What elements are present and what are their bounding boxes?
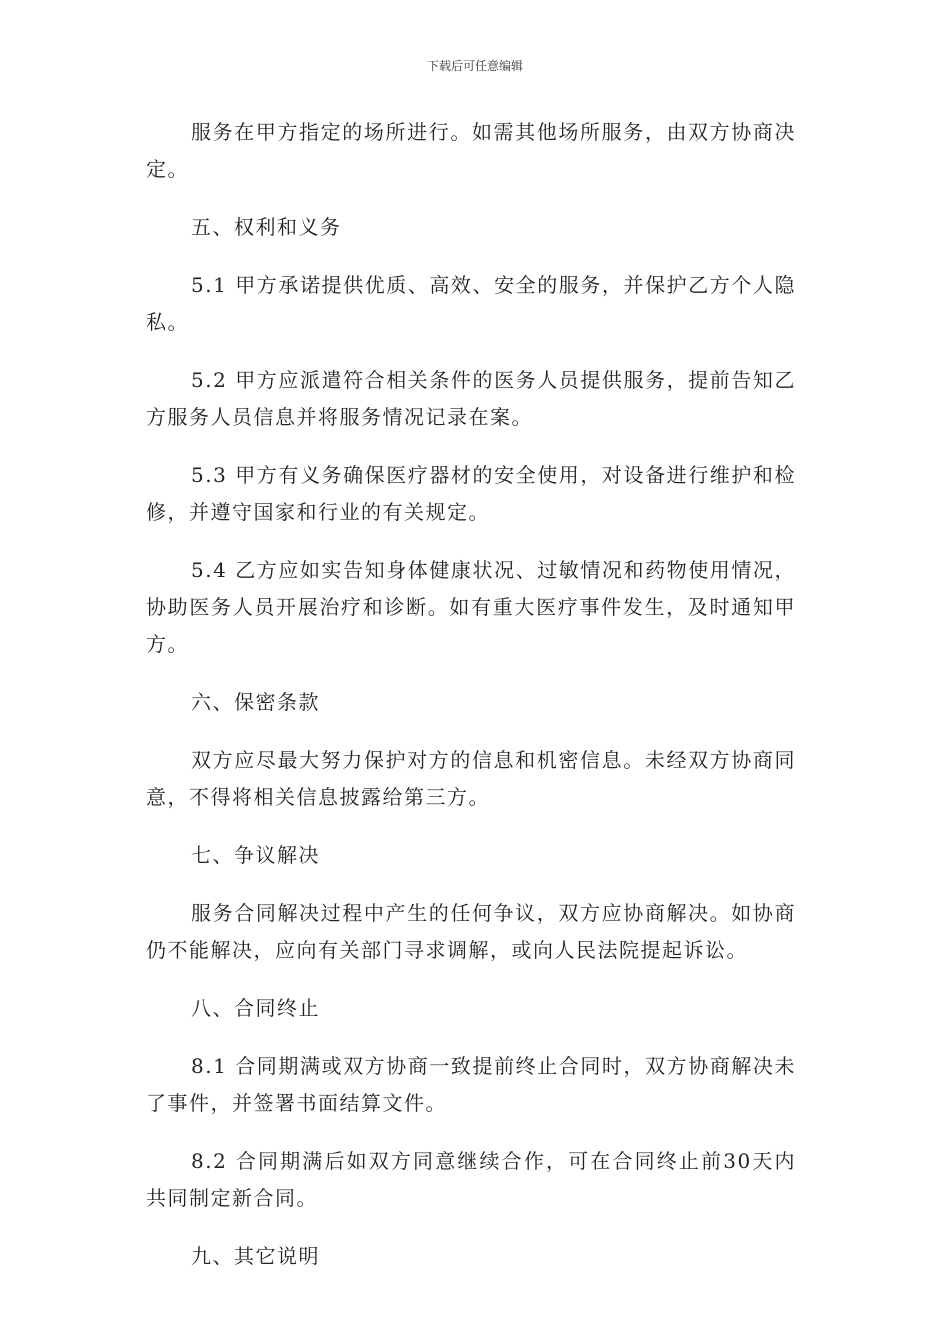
section-heading-dispute-resolution: 七、争议解决 (191, 843, 320, 867)
clause-5-4: 5.4 乙方应如实告知身体健康状况、过敏情况和药物使用情况，协助医务人员开展治疗和诊断。如有重大医疗事件发生，及时通知甲方。 (146, 558, 796, 656)
clause-5-3: 5.3 甲方有义务确保医疗器材的安全使用，对设备进行维护和检修，并遵守国家和行业的有关规定。 (146, 463, 796, 524)
clause-8-1: 8.1 合同期满或双方协商一致提前终止合同时，双方协商解决未了事件，并签署书面结算文件。 (146, 1054, 796, 1115)
section-heading-other-notes: 九、其它说明 (191, 1244, 320, 1268)
page-header-note: 下载后可任意编辑 (426, 59, 523, 73)
clause-8-2: 8.2 合同期满后如双方同意继续合作，可在合同终止前30天内共同制定新合同。 (146, 1149, 796, 1210)
clause-5-1: 5.1 甲方承诺提供优质、高效、安全的服务，并保护乙方个人隐私。 (146, 273, 796, 334)
section-heading-termination: 八、合同终止 (191, 996, 320, 1020)
paragraph-dispute-resolution: 服务合同解决过程中产生的任何争议，双方应协商解决。如协商仍不能解决，应向有关部门寻求调解，或向人民法院提起诉讼。 (146, 901, 796, 962)
paragraph-service-location: 服务在甲方指定的场所进行。如需其他场所服务，由双方协商决定。 (146, 120, 796, 181)
paragraph-confidentiality: 双方应尽最大努力保护对方的信息和机密信息。未经双方协商同意，不得将相关信息披露给第三方。 (146, 748, 796, 809)
document-body (146, 114, 796, 1296)
clause-5-2: 5.2 甲方应派遣符合相关条件的医务人员提供服务，提前告知乙方服务人员信息并将服务情况记录在案。 (146, 368, 796, 429)
section-heading-rights-obligations: 五、权利和义务 (191, 215, 342, 239)
section-heading-confidentiality: 六、保密条款 (191, 690, 320, 714)
